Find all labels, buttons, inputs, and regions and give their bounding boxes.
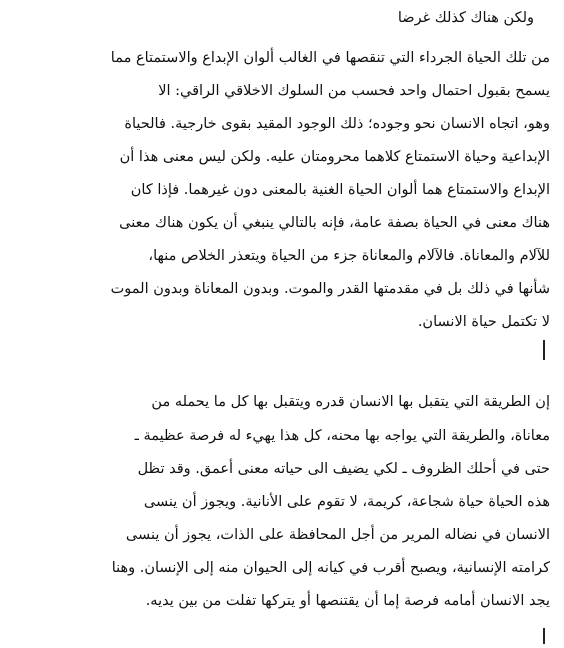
text-line-p1-2: من تلك الحياة الجرداء التي تنقصها في الغالب ألوان الإبداع والاستمتاع مما	[110, 50, 550, 66]
text-line-p2-7: يجد الانسان أمامه فرصة إما أن يقتنصها أو يتركها تفلت من بين يديه.	[145, 593, 550, 609]
text-line-p2-2: معاناة، والطريقة التي يواجه بها محنه، كل هذا يهيء له فرصة عظيمة ـ	[134, 428, 550, 444]
text-line-p1-3: يسمح بقبول احتمال واحد فحسب من السلوك الاخلاقي الراقي: الا	[158, 83, 550, 99]
text-line-p1-4: وهو، اتجاه الانسان نحو وجوده؛ ذلك الوجود المقيد بقوى خارجية. فالحياة	[124, 116, 550, 132]
text-line-p2-4: هذه الحياة حياة شجاعة، كريمة، لا تقوم على الأنانية. ويجوز أن ينسى	[143, 494, 550, 510]
text-line-p2-5: الانسان في نضاله المرير من أجل المحافظة على الذات، يجوز أن ينسى	[125, 527, 550, 543]
text-line-p2-1: إن الطريقة التي يتقبل بها الانسان قدره ويتقبل بها كل ما يحمله من	[151, 394, 550, 410]
text-line-p1-5: الإبداعية وحياة الاستمتاع كلاهما محرومتان عليه. ولكن ليس معنى هذا أن	[119, 149, 550, 165]
scan-edge-mark	[543, 340, 545, 360]
text-line-p1-6: الإبداع والاستمتاع هما ألوان الحياة الغنية بالمعنى دون غيرهما. فإذا كان	[130, 182, 550, 198]
text-line-p1-8: للآلام والمعاناة. فالآلام والمعاناة جزء من الحياة ويتعذر الخلاص منها،	[148, 248, 550, 264]
text-line-p2-3: حتى في أحلك الظروف ـ لكي يضيف الى حياته معنى أعمق. وقد تظل	[137, 461, 550, 477]
text-line-p2-6: كرامته الإنسانية، ويصبح أقرب في كيانه إلى الحيوان منه إلى الإنسان. وهنا	[111, 560, 550, 576]
scan-edge-mark	[543, 628, 545, 644]
text-line-p1-9: شأنها في ذلك بل في مقدمتها القدر والموت. وبدون المعاناة وبدون الموت	[110, 281, 550, 297]
text-line-p1-1: ولكن هناك كذلك غرضا	[397, 10, 534, 26]
text-line-p1-7: هناك معنى في الحياة بصفة عامة، فإنه بالتالي ينبغي أن يكون هناك معنى	[119, 215, 550, 231]
text-line-p1-10: لا تكتمل حياة الانسان.	[417, 314, 550, 330]
